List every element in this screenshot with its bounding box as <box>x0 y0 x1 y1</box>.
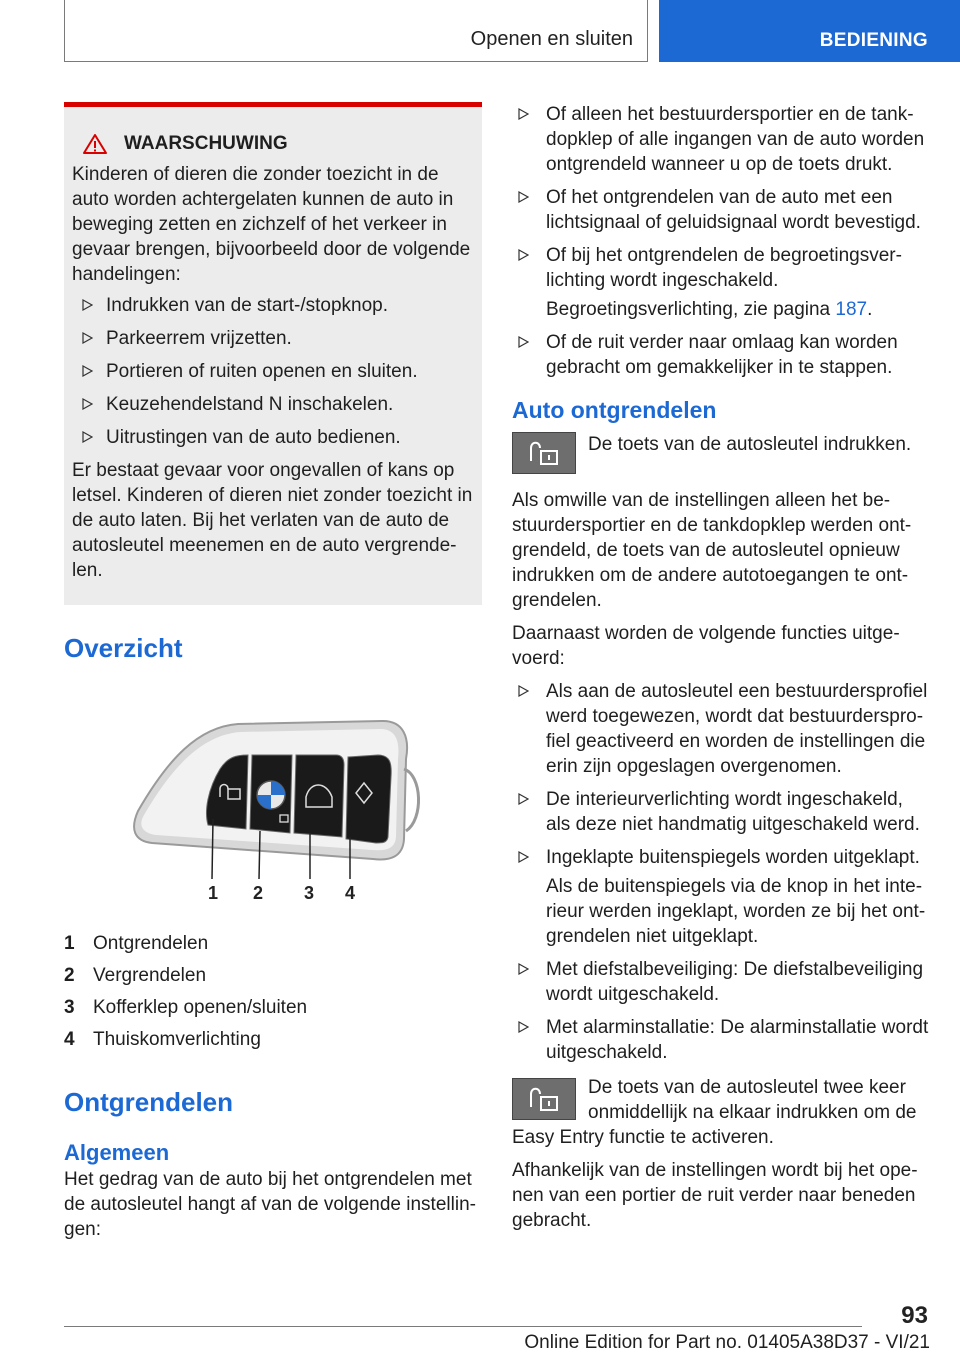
page-link-187[interactable]: 187 <box>835 299 868 320</box>
list-item: Als aan de autosleutel een bestuurdersprofiel werd toegewezen, wordt dat bestuurdersprofiel geactiveerd en worden de instellingen die erin zijn opgeslagen overgenomen. <box>512 679 930 779</box>
bullet-triangle-icon <box>518 249 529 261</box>
bullet-triangle-icon <box>518 108 529 120</box>
list-item: Parkeerrem vrijzetten. <box>72 326 474 351</box>
warning-heading <box>72 131 474 156</box>
bullet-triangle-icon <box>518 685 529 697</box>
warning-box <box>64 102 482 605</box>
bullet-triangle-icon <box>82 332 93 344</box>
header-chapter-tab <box>659 0 960 62</box>
page-number: 93 <box>901 1302 928 1329</box>
unlock-paragraph-1: Als omwille van de instellingen alleen het bestuurdersportier en de tankdopklep werden ontgrendeld, de toets van de autosleutel opnieuw indrukken om de andere autotoegangen te ontgrendelen. <box>512 490 912 611</box>
warning-triangle-icon <box>82 133 108 155</box>
key-legend <box>64 927 482 1055</box>
unlock-functions-list <box>512 679 930 1065</box>
callout-1: 1 <box>208 883 219 903</box>
header-chapter-title: BEDIENING <box>819 30 928 51</box>
footer-edition: Online Edition for Part no. 01405A38D37 - VI/21 <box>524 1332 930 1353</box>
list-item: Of de ruit verder naar omlaag kan worden gebracht om gemakkelijker in te stappen. <box>512 330 930 380</box>
list-item: Portieren of ruiten openen en sluiten. <box>72 359 474 384</box>
list-item: Met alarminstallatie: De alarminstallatie wordt uitgeschakeld. <box>512 1015 930 1065</box>
unlock-button-instruction <box>512 432 930 474</box>
header-section-title: Openen en sluiten <box>470 28 633 50</box>
list-item: Met diefstalbeveiliging: De diefstalbeveiliging wordt uitgeschakeld. <box>512 957 930 1007</box>
list-item: Indrukken van de start-/stopknop. <box>72 293 474 318</box>
cross-reference: Begroetingsverlichting, zie pagina 187. <box>546 299 873 320</box>
unlock-paragraph-3: Afhankelijk van de instellingen wordt bij het openen van een portier de ruit verder naar beneden gebracht. <box>512 1160 918 1231</box>
heading-ontgrendelen: Ontgrendelen <box>64 1087 234 1117</box>
list-item: Of bij het ontgrendelen de begroetingsverlichting wordt ingeschakeld. Begroetingsverlichting, zie pagina 187. <box>512 243 930 322</box>
easy-entry-instruction <box>512 1075 930 1150</box>
callout-3: 3 <box>304 883 315 903</box>
heading-auto-ontgrendelen: Auto ontgrendelen <box>512 397 717 423</box>
footer-divider <box>64 1326 862 1327</box>
unlock-button-icon <box>512 432 576 474</box>
list-item: De interieurverlichting wordt ingeschakeld, als deze niet handmatig uitgeschakeld werd. <box>512 787 930 837</box>
easy-entry-text: De toets van de autosleutel twee keer onmiddellijk na elkaar indrukken om de Easy Entry functie te activeren. <box>512 1077 917 1148</box>
callout-2: 2 <box>253 883 264 903</box>
bullet-triangle-icon <box>518 191 529 203</box>
unlock-paragraph-2: Daarnaast worden de volgende functies uitgevoerd: <box>512 623 900 669</box>
key-fob-illustration <box>128 719 428 909</box>
heading-overzicht: Overzicht <box>64 633 183 663</box>
legend-row: 4 Thuiskomverlichting <box>64 1028 261 1050</box>
legend-row: 3 Kofferklep openen/sluiten <box>64 996 308 1018</box>
legend-row: 1 Ontgrendelen <box>64 932 209 954</box>
callout-4: 4 <box>345 883 356 903</box>
legend-row: 2 Vergrendelen <box>64 964 207 986</box>
list-item: Of alleen het bestuurdersportier en de tankdopklep of alle ingangen van de auto worden ontgrendeld wanneer u op de toets drukt. <box>512 102 930 177</box>
right-column <box>512 102 930 1241</box>
bullet-triangle-icon <box>518 851 529 863</box>
warning-intro: Kinderen of dieren die zonder toezicht in de auto worden achtergelaten kunnen de auto in beweging zetten en zichzelf of het verkeer in gevaar brengen, bijvoorbeeld door de volgende handelingen: <box>72 164 471 285</box>
unlock-instruction-text: De toets van de autosleutel indrukken. <box>588 434 912 455</box>
heading-algemeen: Algemeen <box>64 1140 170 1165</box>
warning-title: WAARSCHUWING <box>124 133 288 154</box>
unlock-button-icon <box>512 1078 576 1120</box>
key-fob-image <box>128 719 428 909</box>
warning-outro: Er bestaat gevaar voor ongevallen of kans op letsel. Kinderen of dieren niet zonder toezicht in de auto laten. Bij het verlaten van de auto de autosleutel meenemen en de auto vergrendelen. <box>72 460 473 581</box>
list-item: Ingeklapte buitenspiegels worden uitgeklapt. Als de buitenspiegels via de knop in het interieur werden ingeklapt, worden ze bij het ontgrendelen niet uitgeklapt. <box>512 845 930 949</box>
list-item: Keuzehendelstand N inschakelen. <box>72 392 474 417</box>
bullet-triangle-icon <box>518 963 529 975</box>
warning-list <box>72 293 474 450</box>
bullet-triangle-icon <box>82 299 93 311</box>
list-item: Uitrustingen van de auto bedienen. <box>72 425 474 450</box>
header-section-box <box>64 0 648 62</box>
bullet-triangle-icon <box>518 793 529 805</box>
list-item: Of het ontgrendelen van de auto met een lichtsignaal of geluidsignaal wordt bevestigd. <box>512 185 930 235</box>
bullet-triangle-icon <box>82 398 93 410</box>
bullet-triangle-icon <box>518 1021 529 1033</box>
bullet-triangle-icon <box>82 431 93 443</box>
left-column <box>64 102 482 1250</box>
bullet-triangle-icon <box>82 365 93 377</box>
bullet-triangle-icon <box>518 336 529 348</box>
list-item-note: Als de buitenspiegels via de knop in het interieur werden ingeklapt, worden ze bij het ontgrendelen niet uitgeklapt. <box>546 876 926 947</box>
ontgrendelen-text: Het gedrag van de auto bij het ontgrendelen met de autosleutel hangt af van de volgende instellingen: <box>64 1169 476 1240</box>
settings-list <box>512 102 930 380</box>
